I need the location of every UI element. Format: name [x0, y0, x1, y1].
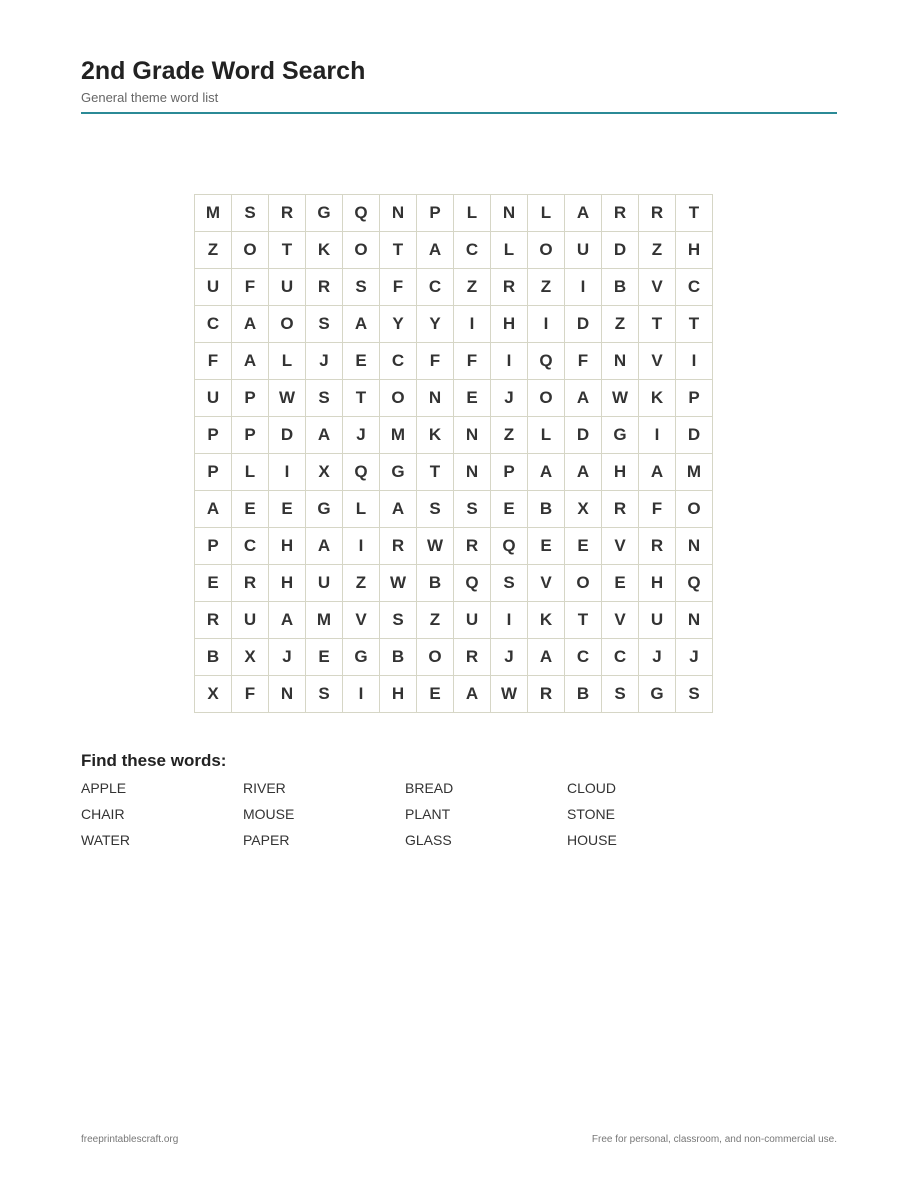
grid-cell: Z	[602, 306, 639, 343]
grid-cell: I	[528, 306, 565, 343]
grid-cell: O	[565, 565, 602, 602]
grid-cell: R	[232, 565, 269, 602]
grid-cell: L	[491, 232, 528, 269]
grid-cell: S	[306, 380, 343, 417]
word-list-heading: Find these words:	[81, 751, 227, 770]
grid-cell: E	[602, 565, 639, 602]
grid-row	[195, 602, 713, 639]
grid-cell: Z	[491, 417, 528, 454]
grid-cell: S	[306, 306, 343, 343]
grid-cell: O	[380, 380, 417, 417]
footer-notice: Free for personal, classroom, and non-commercial use.	[591, 1134, 837, 1145]
grid-cell: T	[676, 195, 713, 232]
grid-cell: E	[343, 343, 380, 380]
grid-cell: F	[380, 269, 417, 306]
word-list-item: GLASS	[405, 832, 452, 848]
grid-cell: W	[380, 565, 417, 602]
grid-cell: R	[269, 195, 306, 232]
grid-cell: N	[491, 195, 528, 232]
grid-cell: W	[269, 380, 306, 417]
grid-cell: P	[195, 528, 232, 565]
grid-cell: E	[232, 491, 269, 528]
grid-cell: Q	[454, 565, 491, 602]
grid-cell: O	[528, 380, 565, 417]
grid-row	[195, 676, 713, 713]
grid-cell: A	[380, 491, 417, 528]
grid-row	[195, 565, 713, 602]
grid-cell: Z	[639, 232, 676, 269]
grid-cell: J	[639, 639, 676, 676]
grid-cell: C	[232, 528, 269, 565]
grid-cell: O	[232, 232, 269, 269]
grid-cell: I	[491, 343, 528, 380]
grid-cell: S	[454, 491, 491, 528]
grid-cell: A	[232, 343, 269, 380]
grid-row	[195, 195, 713, 232]
grid-cell: I	[454, 306, 491, 343]
grid-cell: F	[454, 343, 491, 380]
grid-cell: G	[602, 417, 639, 454]
grid-cell: S	[306, 676, 343, 713]
grid-cell: C	[676, 269, 713, 306]
grid-cell: H	[676, 232, 713, 269]
grid-cell: S	[232, 195, 269, 232]
grid-cell: C	[195, 306, 232, 343]
grid-cell: P	[232, 417, 269, 454]
page-subtitle: General theme word list	[81, 90, 219, 105]
grid-cell: C	[380, 343, 417, 380]
grid-cell: B	[380, 639, 417, 676]
grid-cell: R	[306, 269, 343, 306]
grid-cell: L	[343, 491, 380, 528]
grid-row	[195, 269, 713, 306]
grid-cell: L	[528, 195, 565, 232]
grid-cell: K	[639, 380, 676, 417]
grid-cell: P	[417, 195, 454, 232]
grid-cell: Z	[195, 232, 232, 269]
grid-cell: M	[306, 602, 343, 639]
word-list-item: STONE	[567, 806, 615, 822]
grid-cell: I	[676, 343, 713, 380]
grid-cell: C	[602, 639, 639, 676]
grid-cell: I	[343, 528, 380, 565]
grid-cell: E	[528, 528, 565, 565]
grid-cell: F	[639, 491, 676, 528]
grid-cell: A	[454, 676, 491, 713]
word-list-item: PLANT	[405, 806, 451, 822]
grid-cell: R	[602, 491, 639, 528]
grid-cell: E	[195, 565, 232, 602]
grid-cell: T	[639, 306, 676, 343]
grid-cell: P	[676, 380, 713, 417]
word-search-grid	[194, 194, 713, 713]
grid-cell: I	[639, 417, 676, 454]
grid-cell: H	[639, 565, 676, 602]
grid-cell: J	[269, 639, 306, 676]
grid-cell: S	[602, 676, 639, 713]
grid-cell: S	[491, 565, 528, 602]
grid-cell: S	[417, 491, 454, 528]
word-list-item: CHAIR	[81, 806, 125, 822]
grid-cell: F	[195, 343, 232, 380]
grid-cell: R	[454, 528, 491, 565]
grid-cell: J	[491, 639, 528, 676]
grid-cell: T	[269, 232, 306, 269]
grid-cell: B	[602, 269, 639, 306]
grid-cell: A	[528, 454, 565, 491]
grid-cell: V	[343, 602, 380, 639]
grid-cell: G	[343, 639, 380, 676]
word-list-item: RIVER	[243, 780, 286, 796]
grid-cell: D	[565, 417, 602, 454]
grid-cell: V	[528, 565, 565, 602]
grid-cell: Z	[343, 565, 380, 602]
grid-cell: V	[639, 269, 676, 306]
grid-cell: B	[565, 676, 602, 713]
grid-cell: N	[454, 454, 491, 491]
grid-cell: O	[269, 306, 306, 343]
footer-site: freeprintablescraft.org	[81, 1134, 179, 1145]
grid-cell: R	[639, 195, 676, 232]
grid-cell: T	[417, 454, 454, 491]
grid-row	[195, 306, 713, 343]
grid-cell: H	[491, 306, 528, 343]
grid-cell: J	[676, 639, 713, 676]
grid-cell: Z	[528, 269, 565, 306]
grid-row	[195, 491, 713, 528]
grid-cell: L	[454, 195, 491, 232]
grid-cell: K	[306, 232, 343, 269]
grid-cell: X	[195, 676, 232, 713]
grid-cell: U	[639, 602, 676, 639]
grid-cell: R	[380, 528, 417, 565]
grid-row	[195, 380, 713, 417]
grid-cell: L	[232, 454, 269, 491]
grid-cell: U	[232, 602, 269, 639]
grid-cell: I	[491, 602, 528, 639]
grid-cell: G	[306, 491, 343, 528]
grid-cell: E	[565, 528, 602, 565]
word-list-item: HOUSE	[567, 832, 617, 848]
grid-cell: E	[306, 639, 343, 676]
grid-cell: D	[269, 417, 306, 454]
grid-cell: A	[306, 417, 343, 454]
grid-cell: V	[602, 528, 639, 565]
grid-cell: T	[343, 380, 380, 417]
grid-cell: P	[195, 454, 232, 491]
grid-cell: T	[380, 232, 417, 269]
grid-cell: H	[269, 565, 306, 602]
grid-cell: S	[343, 269, 380, 306]
grid-cell: A	[565, 380, 602, 417]
grid-cell: V	[602, 602, 639, 639]
word-list-item: APPLE	[81, 780, 127, 796]
page-title: 2nd Grade Word Search	[81, 57, 366, 85]
grid-cell: Z	[454, 269, 491, 306]
word-list-item: CLOUD	[567, 780, 617, 796]
grid-cell: K	[417, 417, 454, 454]
grid-cell: V	[639, 343, 676, 380]
grid-cell: W	[602, 380, 639, 417]
grid-cell: P	[195, 417, 232, 454]
word-list-item: PAPER	[243, 832, 290, 848]
grid-cell: Y	[380, 306, 417, 343]
grid-cell: N	[417, 380, 454, 417]
grid-cell: N	[454, 417, 491, 454]
grid-cell: T	[565, 602, 602, 639]
grid-cell: R	[454, 639, 491, 676]
grid-cell: O	[676, 491, 713, 528]
grid-cell: R	[491, 269, 528, 306]
grid-cell: G	[380, 454, 417, 491]
grid-cell: U	[269, 269, 306, 306]
grid-cell: H	[380, 676, 417, 713]
grid-cell: F	[417, 343, 454, 380]
grid-cell: D	[565, 306, 602, 343]
grid-cell: U	[195, 380, 232, 417]
grid-cell: A	[565, 195, 602, 232]
grid-cell: U	[306, 565, 343, 602]
grid-cell: G	[639, 676, 676, 713]
grid-cell: L	[528, 417, 565, 454]
grid-cell: O	[528, 232, 565, 269]
grid-cell: P	[491, 454, 528, 491]
word-list-item: MOUSE	[243, 806, 295, 822]
grid-cell: R	[195, 602, 232, 639]
grid-row	[195, 343, 713, 380]
grid-row	[195, 417, 713, 454]
grid-cell: C	[565, 639, 602, 676]
grid-cell: R	[528, 676, 565, 713]
grid-cell: M	[676, 454, 713, 491]
grid-cell: H	[269, 528, 306, 565]
grid-cell: D	[676, 417, 713, 454]
grid-cell: A	[232, 306, 269, 343]
word-list	[81, 779, 729, 857]
grid-cell: B	[417, 565, 454, 602]
grid-cell: Q	[343, 454, 380, 491]
grid-row	[195, 232, 713, 269]
grid-cell: Q	[491, 528, 528, 565]
grid-row	[195, 454, 713, 491]
grid-cell: E	[454, 380, 491, 417]
grid-cell: M	[380, 417, 417, 454]
grid-cell: I	[343, 676, 380, 713]
grid-cell: U	[454, 602, 491, 639]
grid-cell: K	[528, 602, 565, 639]
grid-cell: Q	[528, 343, 565, 380]
grid-cell: Y	[417, 306, 454, 343]
grid-cell: P	[232, 380, 269, 417]
grid-cell: F	[565, 343, 602, 380]
grid-cell: A	[565, 454, 602, 491]
word-list-item: BREAD	[405, 780, 454, 796]
grid-cell: A	[306, 528, 343, 565]
grid-cell: A	[343, 306, 380, 343]
grid-cell: W	[491, 676, 528, 713]
grid-cell: U	[565, 232, 602, 269]
grid-cell: C	[454, 232, 491, 269]
grid-cell: N	[676, 528, 713, 565]
grid-cell: J	[491, 380, 528, 417]
grid-cell: A	[269, 602, 306, 639]
grid-cell: U	[195, 269, 232, 306]
grid-cell: T	[676, 306, 713, 343]
grid-cell: N	[676, 602, 713, 639]
grid-cell: Q	[343, 195, 380, 232]
grid-cell: A	[195, 491, 232, 528]
grid-cell: W	[417, 528, 454, 565]
grid-row	[195, 639, 713, 676]
grid-cell: E	[269, 491, 306, 528]
grid-cell: I	[269, 454, 306, 491]
grid-cell: X	[232, 639, 269, 676]
grid-cell: A	[417, 232, 454, 269]
grid-cell: N	[269, 676, 306, 713]
grid-cell: E	[417, 676, 454, 713]
grid-cell: X	[565, 491, 602, 528]
grid-row	[195, 528, 713, 565]
grid-cell: B	[195, 639, 232, 676]
grid-cell: E	[491, 491, 528, 528]
grid-cell: N	[602, 343, 639, 380]
word-list-item: WATER	[81, 832, 130, 848]
grid-cell: S	[676, 676, 713, 713]
grid-cell: C	[417, 269, 454, 306]
grid-cell: X	[306, 454, 343, 491]
grid-cell: D	[602, 232, 639, 269]
grid-cell: Z	[417, 602, 454, 639]
grid-cell: A	[639, 454, 676, 491]
grid-cell: F	[232, 269, 269, 306]
grid-cell: F	[232, 676, 269, 713]
grid-cell: B	[528, 491, 565, 528]
grid-cell: Q	[676, 565, 713, 602]
grid-cell: J	[306, 343, 343, 380]
grid-cell: J	[343, 417, 380, 454]
grid-cell: R	[639, 528, 676, 565]
grid-cell: I	[565, 269, 602, 306]
grid-cell: R	[602, 195, 639, 232]
grid-cell: S	[380, 602, 417, 639]
grid-cell: M	[195, 195, 232, 232]
grid-cell: H	[602, 454, 639, 491]
header-divider	[81, 112, 837, 114]
grid-cell: O	[417, 639, 454, 676]
grid-cell: L	[269, 343, 306, 380]
grid-cell: N	[380, 195, 417, 232]
grid-cell: O	[343, 232, 380, 269]
grid-cell: G	[306, 195, 343, 232]
grid-cell: A	[528, 639, 565, 676]
